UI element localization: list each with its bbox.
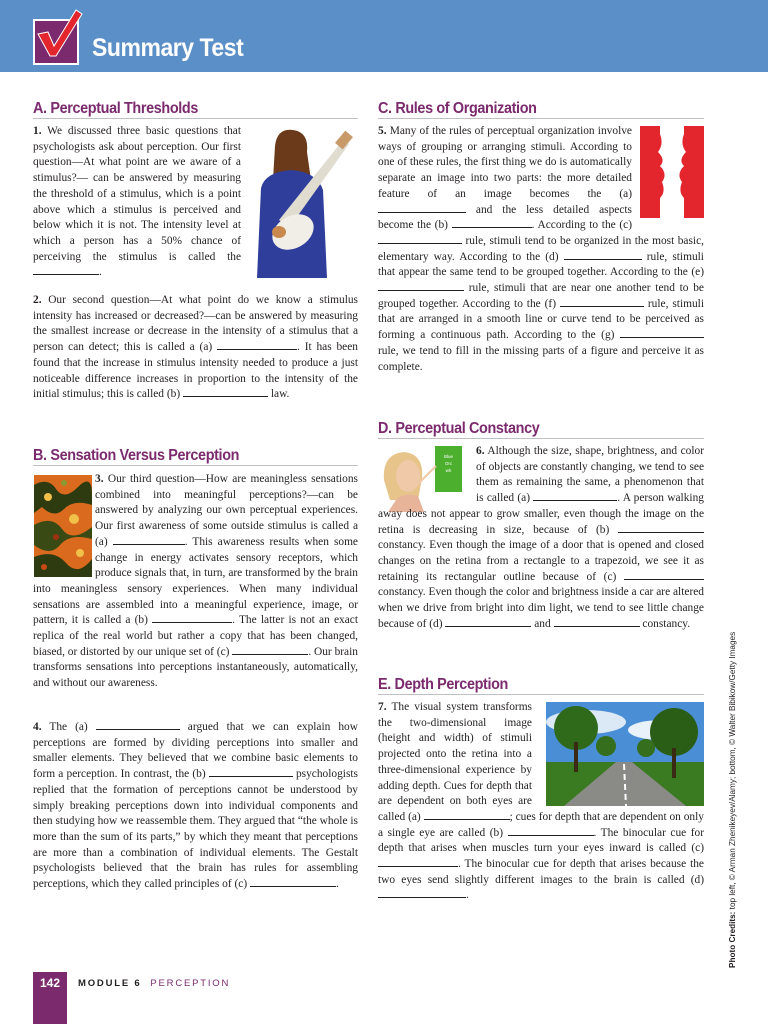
module-label: MODULE 6 PERCEPTION [78,978,231,989]
page-number: 142 [39,976,61,990]
svg-text:wh: wh [445,468,452,473]
section-c-rule [378,118,704,119]
section-e-heading: E. Depth Perception [378,676,508,693]
section-a-rule [33,118,358,119]
section-b-heading: B. Sensation Versus Perception [33,447,240,464]
section-d-heading: D. Perceptual Constancy [378,420,540,437]
question-7: 7. The visual system transforms the two-dimensional image (height and width) of stimuli projected onto the retina into a three-dimensional experience by adding depth. Cues for depth that are dependent on both eyes are called (a) ; cues for depth that are dependent on only a single eye are called (b) . The binocular cue for depth that arises when muscles turn your eyes inward is called (c) . The binocular cue for depth that arises because the two eyes send slightly different images to the brain is called (d) . [378,701,704,902]
section-d-rule [378,438,704,439]
question-2: 2. Our second question—At what point do we know a stimulus intensity has increased or decreased?—can be answered by measuring the smallest increase or decrease in the intensity of a stimulus that a person can detect; this is called a (a) . It has been found that the increase in stimulus intensity needed to produce a just noticeable difference increases in proportion to the intensity of the initial stimulus; this is called (b) law. [33,294,358,401]
section-e-rule [378,694,704,695]
section-c-heading: C. Rules of Organization [378,100,537,117]
page-title: Summary Test [92,34,244,62]
question-3: 3. Our third question—How are meaningless sensations combined into meaningful perceptions?—can be answered by analyzing our own perceptual experiences. Our first awareness of some outside stimulus is called a (a) . This awareness results when some change in energy activates sensory receptors, which produce signals that, in turn, are transformed by the brain into meaningless sensory experiences. When many individual sensations are assembled into a meaningful experience, image, or pattern, it is called a (b) . The latter is not an exact replica of the real world but rather a copy that has been changed, biased, or distorted by our unique set of (c) . Our brain transforms sensations into perceptions instantaneously, automatically, and without our awareness. [33,473,358,690]
photo-credits: Photo Credits: top left, © Arman Zhenikeyev/Alamy; bottom, © Walter Bibikow/Getty Images [728,631,737,968]
question-1: 1. We discussed three basic questions that psychologists ask about perception. Our first question—At what point are we aware of a stimulus?— can be answered by measuring the threshold of a stimulus, which is a point above which a stimulus is perceived and below which it is not. The intensity level at which a person has a 50% chance of perceiving the stimulus is called the . [33,125,241,279]
question-6: 6. Although the size, shape, brightness, and color of objects are constantly changing, we tend to see them as remaining the same, a phenomenon that is called (a) . A person walking away does not appear to grow smaller, even though the image on the retina is decreasing in size, because of (b) constancy. Even though the image of a door that is opened and closed changes on the retina from a rectangle to a trapezoid, we see it as retaining its rectangular outline because of (c) constancy. Even though the color and brightness inside a car are altered when we drive from bright into dim light, we tend to see little change because of (d) and constancy. [378,445,704,630]
question-5: 5. Many of the rules of perceptual organization involve ways of grouping or arranging stimuli. According to one of these rules, the first thing we do is automatically separate an image into two parts: the more detailed feature of an image becomes the (a) and the less detailed aspects become the (b) . According to the (c) rule, stimuli tend to be organized in the most basic, elementary way. According to the (d) rule, stimuli that appear the same tend to be grouped together. According to the (e) rule, stimuli that are near one another tend to be grouped together. According to the (f) rule, stimuli that are arranged in a smooth line or curve tend to be perceived as forming a continuous path. According to the (g) rule, we tend to fill in the missing parts of a figure and perceive it as complete. [378,125,704,373]
guitarist-photo [245,128,359,278]
svg-text:Orc: Orc [444,461,453,466]
checkmark-icon [30,8,86,60]
section-a-heading: A. Perceptual Thresholds [33,100,199,117]
svg-text:Blue: Blue [443,454,454,459]
section-b-rule [33,465,358,466]
question-4: 4. The (a) argued that we can explain how perceptions are formed by dividing perceptions into smaller and smaller elements. They believed that we combine basic elements to form a perception. In contrast, the (b) psychologists replied that the formation of perceptions cannot be understood by simply breaking perceptions down into individual components and then studying how we reassemble them. They argued that “the whole is more than the sum of its parts,” by which they meant that perceptions are more than a combination of individual elements. The Gestalt psychologists believed that the brain has rules for assembling perceptions, which they called principles of (c) . [33,721,358,891]
